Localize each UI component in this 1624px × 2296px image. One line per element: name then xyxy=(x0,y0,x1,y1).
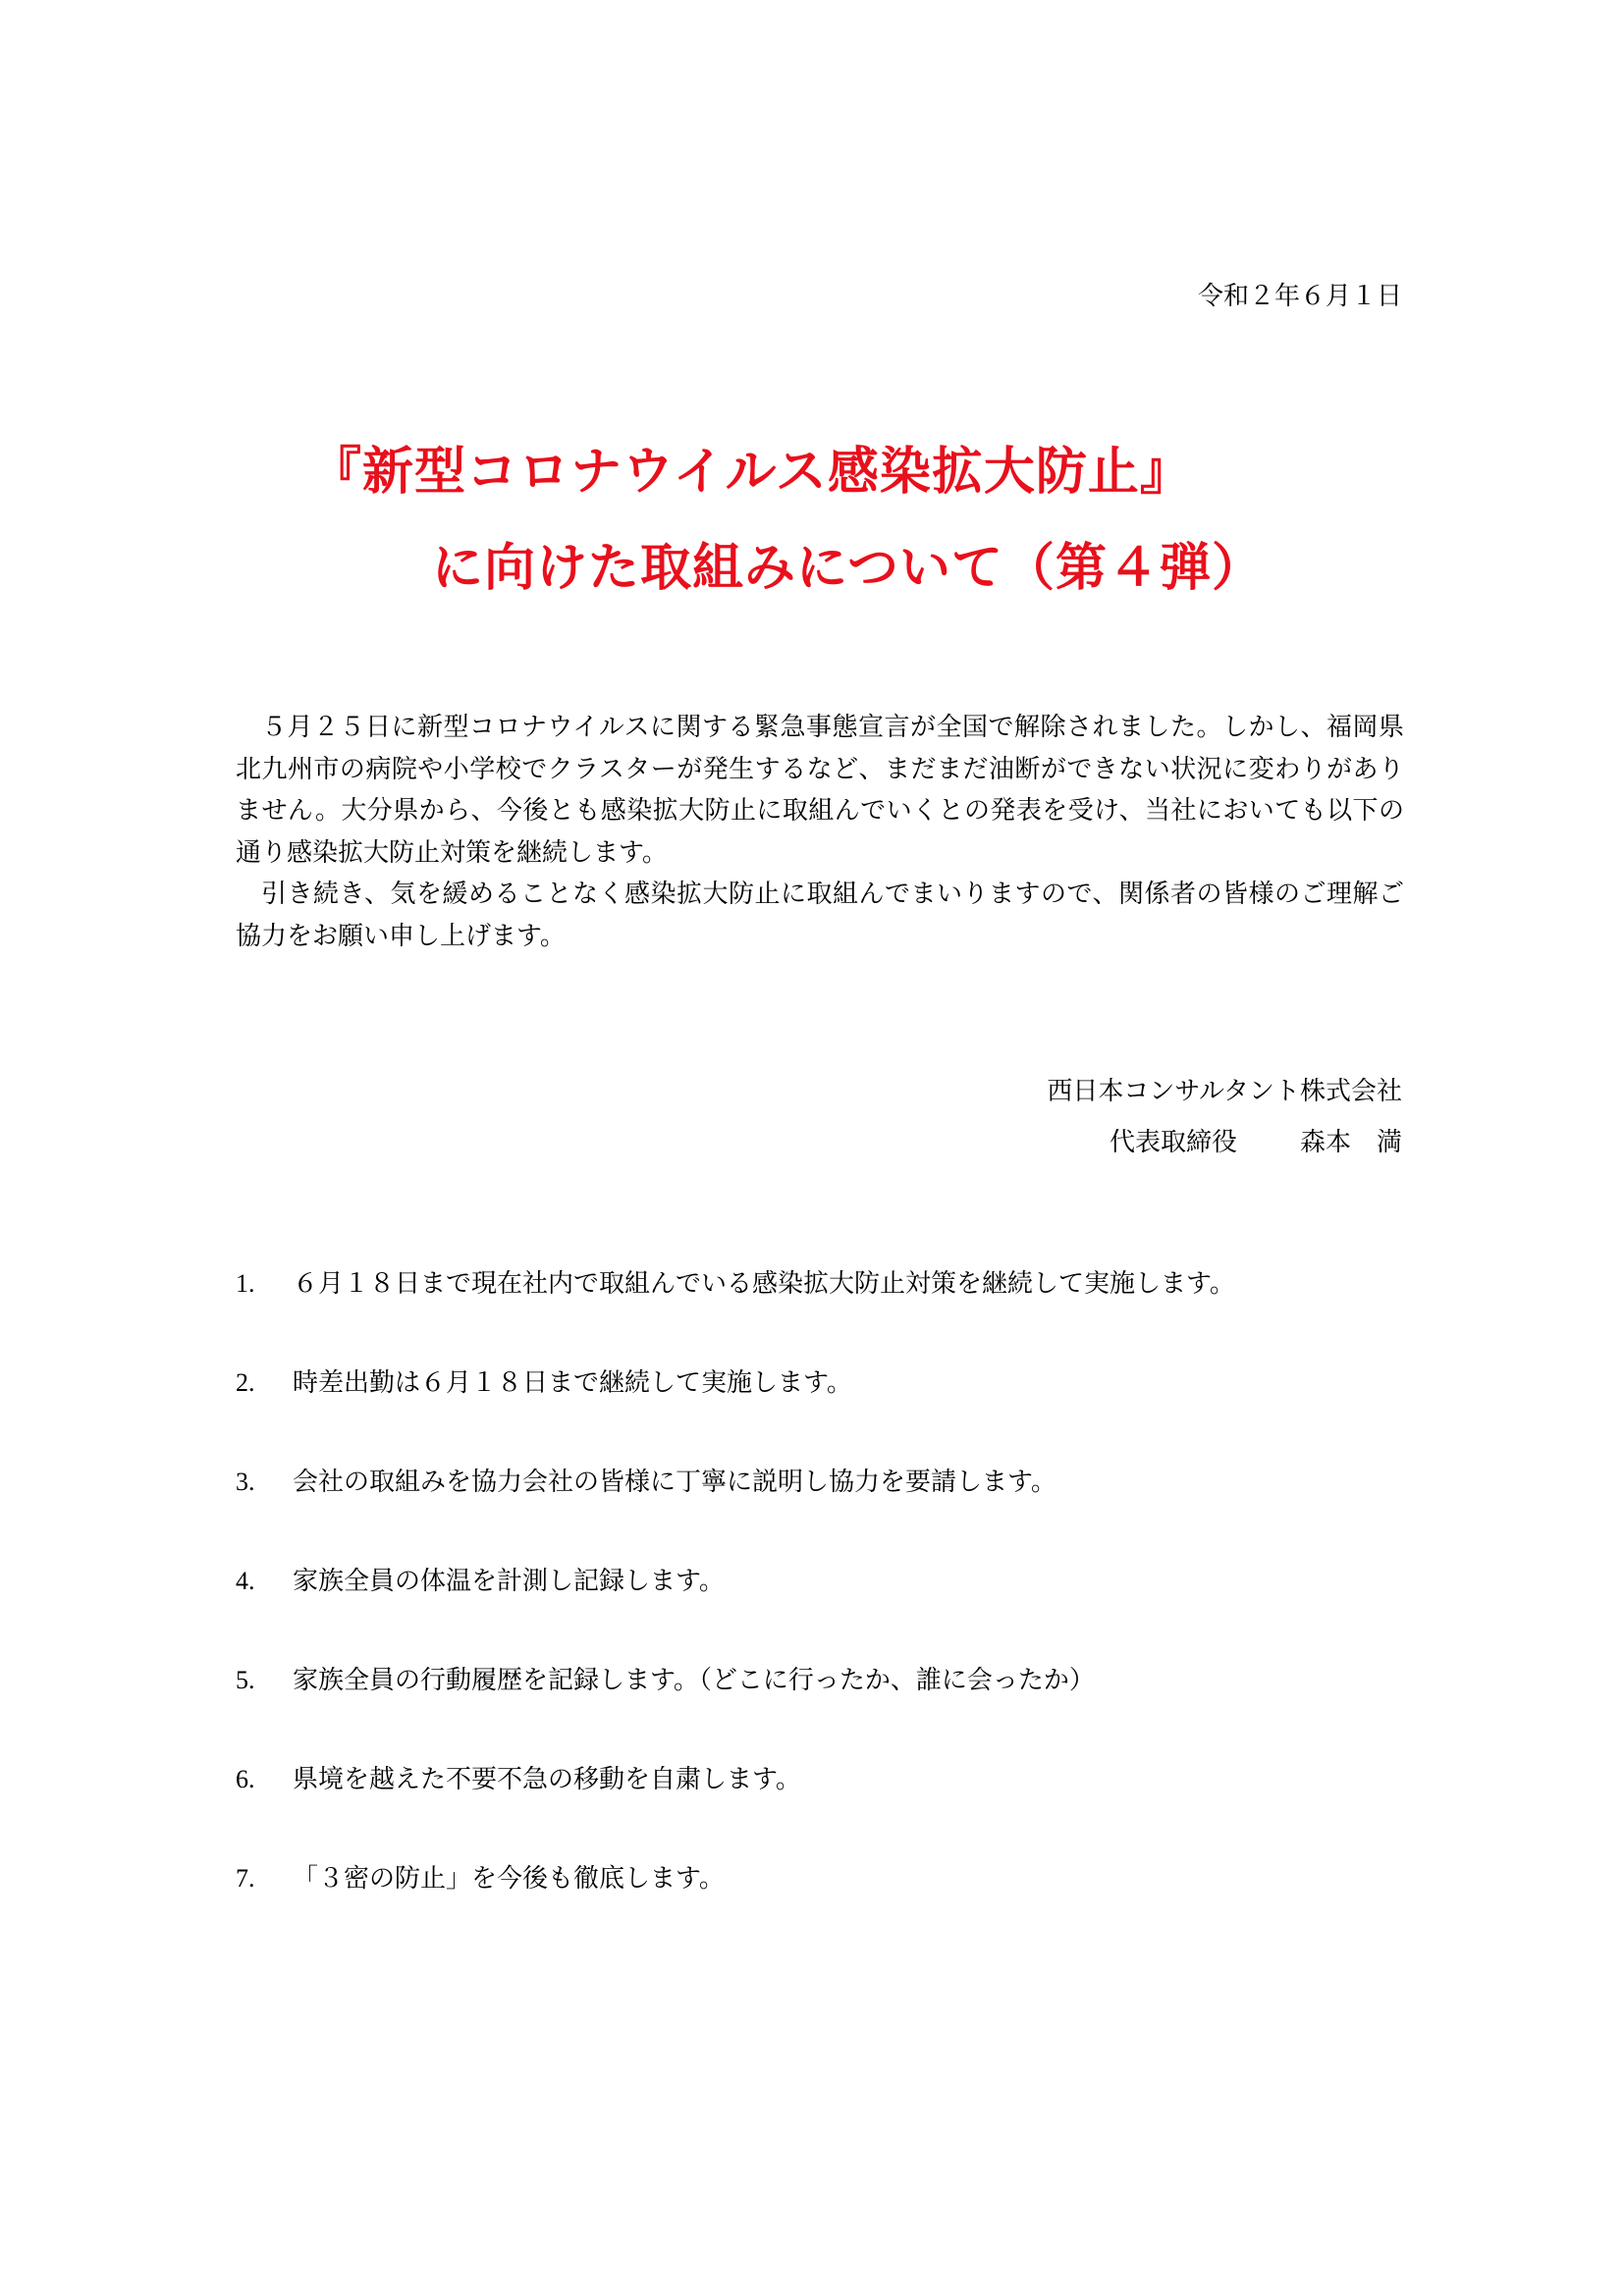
list-item-text: 「３密の防止」を今後も徹底します。 xyxy=(293,1864,725,1894)
document-date: 令和２年６月１日 xyxy=(1197,282,1402,311)
title-line-2: に向けた取組みについて（第４弾） xyxy=(432,538,1264,598)
signature-surname: 森本 xyxy=(1299,1128,1351,1157)
list-item-text: 会社の取組みを協力会社の皆様に丁寧に説明し協力を要請します。 xyxy=(293,1468,1056,1497)
list-item-text: ６月１８日まで現在社内で取組んでいる感染拡大防止対策を継続して実施します。 xyxy=(293,1269,1235,1299)
list-item xyxy=(236,1762,1235,1861)
list-item-text: 家族全員の体温を計測し記録します。 xyxy=(293,1567,725,1596)
list-item-number: 5. xyxy=(236,1666,255,1694)
list-item xyxy=(236,1465,1235,1564)
list-item-number: 3. xyxy=(236,1468,255,1496)
list-item xyxy=(236,1365,1235,1465)
body-paragraph-1: ５月２５日に新型コロナウイルスに関する緊急事態宣言が全国で解除されました。しかし、福岡県北九州市の病院や小学校でクラスターが発生するなど、まだまだ油断ができない状況に変わりがありません。大分県から、今後とも感染拡大防止に取組んでいくとの発表を受け、当社においても以下の通り感染拡大防止対策を継続します。 xyxy=(236,713,1404,868)
list-item-text: 時差出勤は６月１８日まで継続して実施します。 xyxy=(293,1368,852,1398)
body-paragraph-2: 引き続き、気を緩めることなく感染拡大防止に取組んでまいりますので、関係者の皆様のご理解ご協力をお願い申し上げます。 xyxy=(236,880,1404,951)
list-item xyxy=(236,1266,1235,1365)
list-item xyxy=(236,1861,1235,1960)
list-item-number: 2. xyxy=(236,1368,255,1397)
measures-list xyxy=(236,1266,1235,1960)
list-item xyxy=(236,1663,1235,1762)
title-line-1: 『新型コロナウイルス感染拡大防止』 xyxy=(310,442,1192,502)
body-text xyxy=(236,707,1404,957)
signature-company: 西日本コンサルタント株式会社 xyxy=(1047,1077,1402,1106)
list-item-number: 6. xyxy=(236,1765,255,1793)
signature-given-name: 満 xyxy=(1376,1128,1402,1157)
list-item-text: 家族全員の行動履歴を記録します。（どこに行ったか、誰に会ったか） xyxy=(293,1666,1095,1695)
signature-position: 代表取締役 xyxy=(1109,1128,1237,1157)
list-item-number: 1. xyxy=(236,1269,255,1298)
signature-person xyxy=(1110,1125,1402,1160)
list-item-text: 県境を越えた不要不急の移動を自粛します。 xyxy=(293,1765,801,1794)
list-item xyxy=(236,1564,1235,1663)
list-item-number: 7. xyxy=(236,1864,255,1893)
list-item-number: 4. xyxy=(236,1567,255,1595)
